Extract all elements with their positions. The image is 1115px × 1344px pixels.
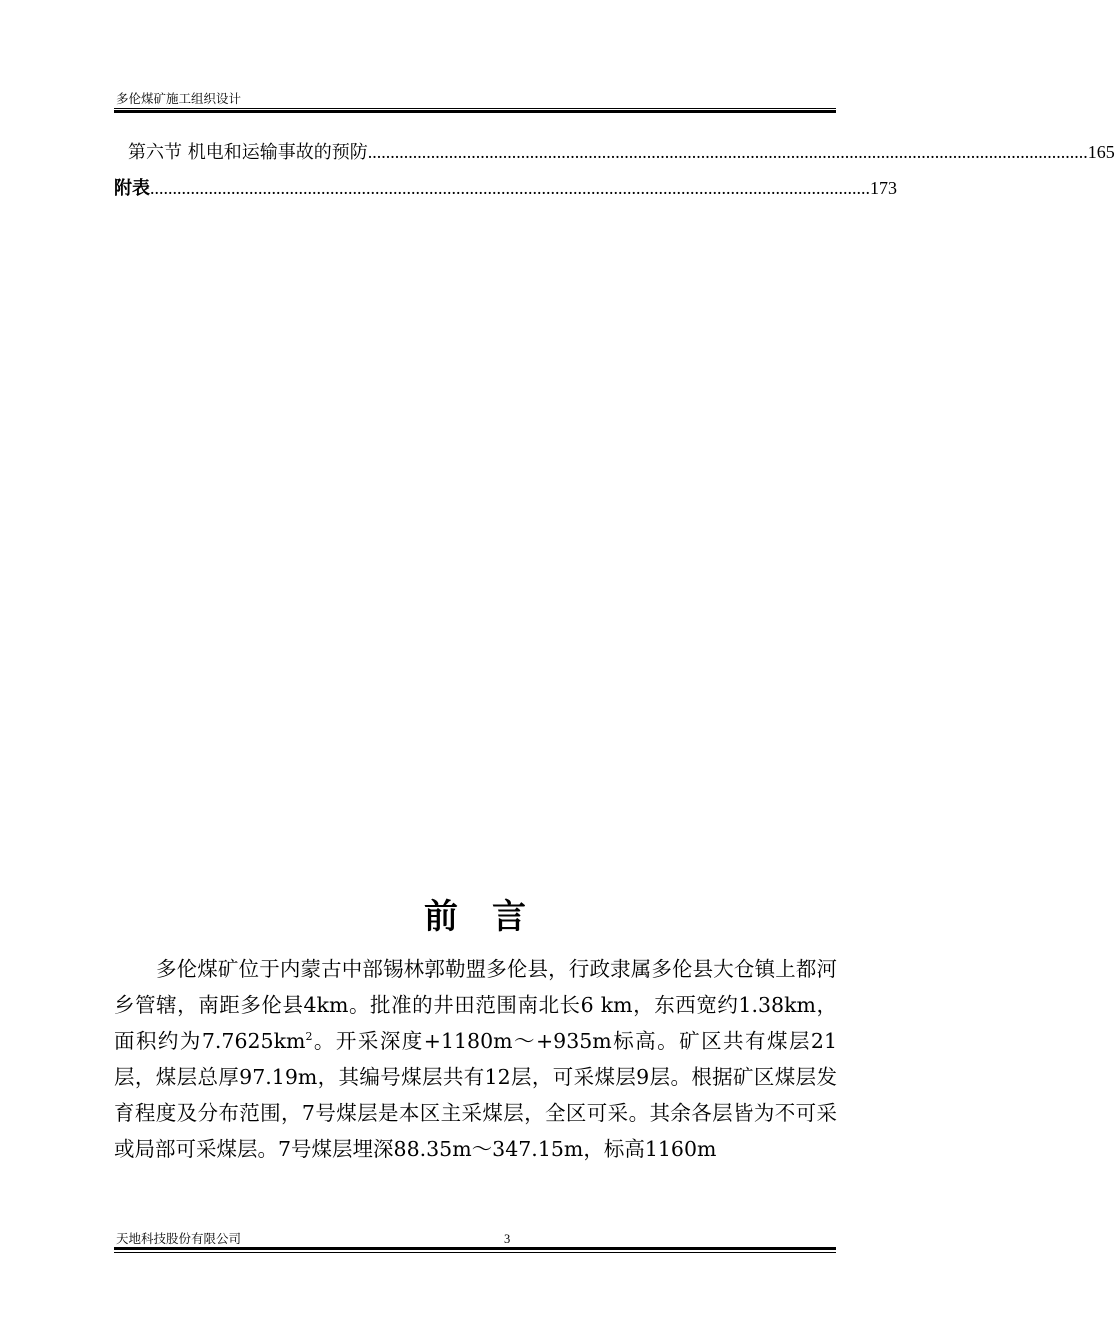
footer-company-name: 天地科技股份有限公司 (116, 1231, 242, 1246)
toc-leader-dots: ................................................................................................................................................................ (367, 142, 1088, 162)
footer-rule-thin (114, 1252, 836, 1253)
preface-paragraph (114, 951, 837, 1167)
preface-heading: 前言 (424, 897, 560, 937)
superscript-2: 2 (305, 1030, 313, 1044)
toc-entry-page: 165 (1087, 142, 1115, 162)
header-rule-thick (114, 110, 836, 113)
preface-text-part1: 多伦煤矿位于内蒙古中部锡林郭勒盟多伦县，行政隶属多伦县大仓镇上都河乡管辖，南距多伦县4km。批准的井田范围南北长6 km，东西宽约1.38km，面积约为7.7625km (114, 957, 837, 1053)
toc-entry-appendix[interactable] (114, 176, 897, 201)
header-rule-thin (114, 108, 836, 109)
footer-page-number: 3 (504, 1232, 511, 1246)
footer-rule-thick (114, 1247, 836, 1250)
toc-entry-title: 附表 (114, 178, 150, 199)
toc-leader-dots: ................................................................................................................................................................ (150, 178, 870, 198)
toc-entry-page: 173 (870, 178, 897, 198)
header-document-title: 多伦煤矿施工组织设计 (116, 91, 242, 106)
toc-entry-section-6[interactable] (114, 140, 1115, 165)
toc-entry-title: 第六节 机电和运输事故的预防 (128, 142, 368, 163)
preface-text-part2: 。开采深度+1180m～+935m标高。矿区共有煤层21层，煤层总厚97.19m，其编号煤层共有12层，可采煤层9层。根据矿区煤层发育程度及分布范围，7号煤层是本区主采煤层，全区可采。其余各层皆为不可采或局部可采煤层。7号煤层埋深88.35m～347.15m，标高1160m (114, 1029, 837, 1161)
